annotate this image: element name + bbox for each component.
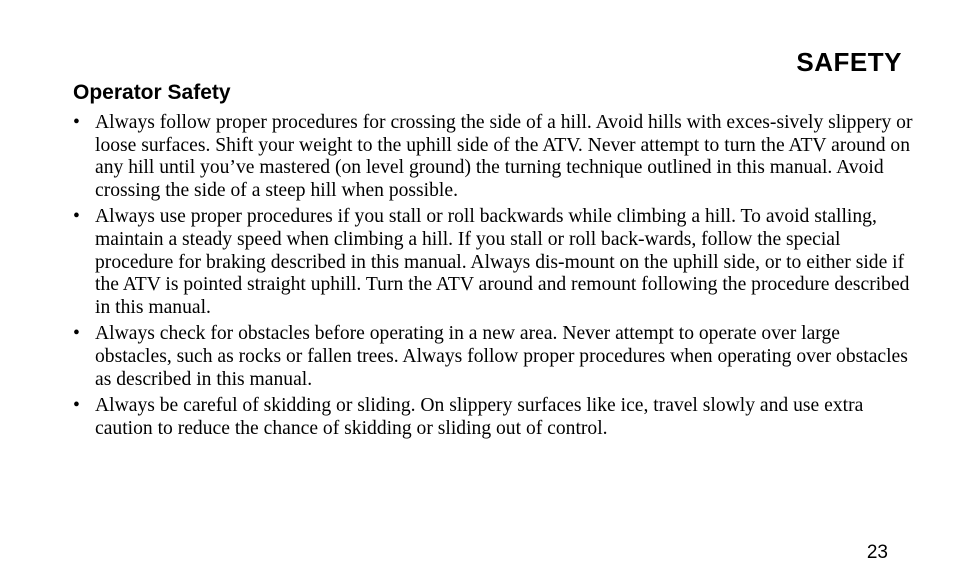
page-number: 23 xyxy=(866,542,888,563)
bullet-icon: • xyxy=(73,395,80,417)
page-header-title: SAFETY xyxy=(796,47,902,77)
bullet-icon: • xyxy=(73,206,80,228)
safety-bullet-list xyxy=(73,112,913,444)
bullet-item-stall-rollback xyxy=(73,206,913,319)
bullet-text: Always check for obstacles before operating in a new area. Never attempt to operate over large obstacles, such as rocks or fallen trees. Always follow proper procedures when operating over obstacles as described in this manual. xyxy=(95,323,908,390)
bullet-text: Always use proper procedures if you stall or roll backwards while climbing a hill. To avoid stalling, maintain a steady speed when climbing a hill. If you stall or roll back-wards, follow the special procedure for braking described in this manual. Always dis-mount on the uphill side, or to either side if the ATV is pointed straight uphill. Turn the ATV around and remount following the procedure described in this manual. xyxy=(95,206,910,318)
bullet-item-skidding xyxy=(73,395,913,440)
bullet-icon: • xyxy=(73,112,80,133)
bullet-text: Always be careful of skidding or sliding. On slippery surfaces like ice, travel slowly and use extra caution to reduce the chance of skidding or sliding out of control. xyxy=(95,395,864,439)
bullet-item-obstacles xyxy=(73,323,913,391)
section-heading: Operator Safety xyxy=(73,81,231,104)
bullet-text: Always follow proper procedures for crossing the side of a hill. Avoid hills with exces-sively slippery or loose surfaces. Shift your weight to the uphill side of the ATV. Never attempt to turn the ATV around on any hill until you’ve mastered (on level ground) the turning technique outlined in this manual. Avoid crossing the side of a steep hill when possible. xyxy=(95,112,913,201)
bullet-item-hill-crossing xyxy=(73,112,913,202)
bullet-icon: • xyxy=(73,323,80,345)
